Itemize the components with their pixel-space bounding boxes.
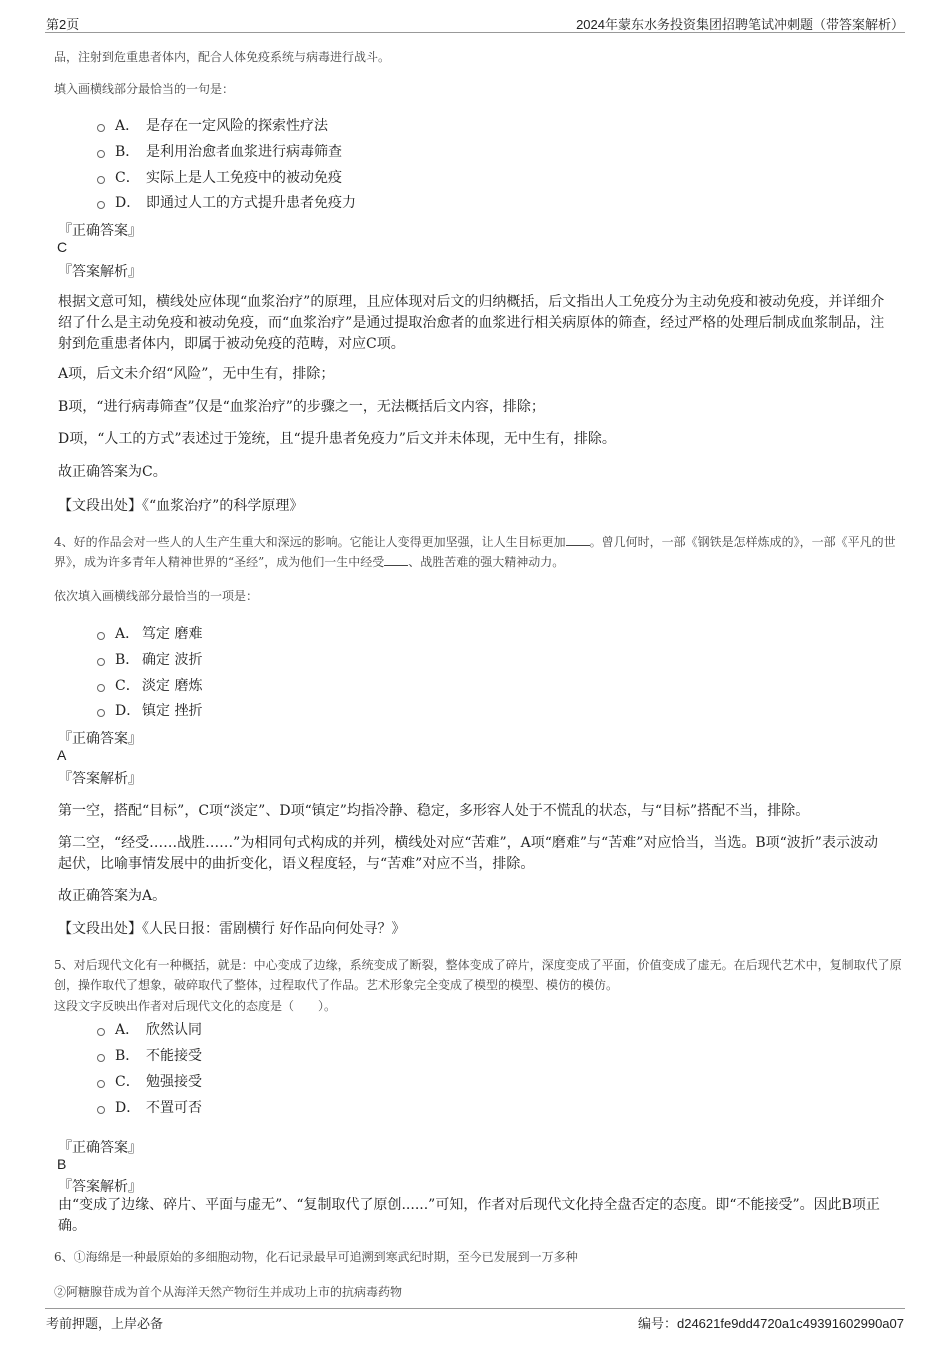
q5-answer: B	[57, 1156, 67, 1172]
q4-analysis-label: 『答案解析』	[58, 771, 142, 787]
option-text: 勉强接受	[146, 1074, 202, 1090]
radio-icon[interactable]	[97, 1054, 105, 1062]
option-text: 不置可否	[146, 1100, 202, 1116]
q4-answer-label: 『正确答案』	[58, 731, 142, 747]
q5-question-text: 5、对后现代文化有一种概括，就是：中心变成了边缘，系统变成了断裂，整体变成了碎片，深度变成了平面，价值变成了虚无。在后现代艺术中，复制取代了原创，操作取代了想象，破碎取代了整体，过程取代了作品。艺术形象完全变成了模型的模型、模仿的模仿。	[54, 958, 902, 992]
radio-icon[interactable]	[97, 1080, 105, 1088]
radio-icon[interactable]	[97, 709, 105, 717]
radio-icon[interactable]	[97, 176, 105, 184]
option-key: A．	[115, 626, 140, 642]
option-text: 确定 波折	[142, 652, 203, 668]
page-number: 第2页	[46, 17, 80, 32]
option-key: D．	[115, 1100, 141, 1116]
header-divider	[45, 32, 905, 33]
q3-analysis-paragraph: 故正确答案为C。	[58, 464, 167, 480]
q4-analysis-paragraph: 故正确答案为A。	[58, 888, 167, 904]
option-text: 镇定 挫折	[142, 703, 203, 719]
option-text: 是存在一定风险的探索性疗法	[146, 118, 328, 134]
q3-analysis-label: 『答案解析』	[58, 264, 142, 280]
blank-line	[384, 553, 408, 566]
q6-line-2: ②阿糖腺苷成为首个从海洋天然产物衍生并成功上市的抗病毒药物	[54, 1285, 403, 1299]
radio-icon[interactable]	[97, 1106, 105, 1114]
radio-icon[interactable]	[97, 658, 105, 666]
q3-analysis-paragraph: B项，“进行病毒筛查”仅是“血浆治疗”的步骤之一，无法概括后文内容，排除；	[58, 399, 545, 415]
option-text: 淡定 磨炼	[142, 678, 203, 694]
option-key: D．	[115, 703, 141, 719]
radio-icon[interactable]	[97, 632, 105, 640]
q4-analysis-paragraph: 第二空，“经受……战胜……”为相同句式构成的并列，横线处对应“苦难”，A项“磨难”与“苦难”对应恰当，当选。B项“波折”表示波动起伏，比喻事情发展中的曲折变化，语义程度轻，与“苦难”对应不当，排除。	[58, 835, 878, 872]
q6-line-1: 6、①海绵是一种最原始的多细胞动物，化石记录最早可追溯到寒武纪时期，至今已发展到一万多种	[54, 1250, 578, 1264]
q3-prompt: 填入画横线部分最恰当的一句是：	[54, 82, 235, 96]
radio-icon[interactable]	[97, 684, 105, 692]
q3-analysis-paragraph: A项，后文未介绍“风险”，无中生有，排除；	[58, 366, 335, 382]
radio-icon[interactable]	[97, 1028, 105, 1036]
q5-answer-label: 『正确答案』	[58, 1140, 142, 1156]
q4-source: 【文段出处】《人民日报：雷剧横行 好作品向何处寻？》	[58, 921, 406, 937]
q5-prompt: 这段文字反映出作者对后现代文化的态度是（ ）。	[54, 999, 337, 1013]
q4-prompt: 依次填入画横线部分最恰当的一项是：	[54, 589, 259, 603]
document-code: 编号：d24621fe9dd4720a1c49391602990a07	[637, 1316, 904, 1331]
option-text: 实际上是人工免疫中的被动免疫	[146, 170, 342, 186]
blank-line	[566, 533, 590, 546]
q3-answer-label: 『正确答案』	[58, 223, 142, 239]
option-key: C．	[115, 1074, 140, 1090]
q5-analysis-paragraph: 由“变成了边缘、碎片、平面与虚无”、“复制取代了原创......”可知，作者对后现代文化持全盘否定的态度。即“不能接受”。因此B项正确。	[58, 1197, 880, 1234]
option-key: C．	[115, 678, 140, 694]
option-text: 笃定 磨难	[142, 626, 203, 642]
q4-analysis-paragraph: 第一空，搭配“目标”，C项“淡定”、D项“镇定”均指冷静、稳定，多形容人处于不慌乱的状态，与“目标”搭配不当，排除。	[58, 803, 810, 819]
option-key: A．	[115, 118, 140, 134]
q4-answer: A	[57, 747, 67, 763]
option-text: 欣然认同	[146, 1022, 202, 1038]
option-key: A．	[115, 1022, 140, 1038]
option-key: C．	[115, 170, 140, 186]
option-key: D．	[115, 195, 141, 211]
radio-icon[interactable]	[97, 150, 105, 158]
option-text: 不能接受	[146, 1048, 202, 1064]
option-key: B．	[115, 1048, 140, 1064]
footer-slogan: 考前押题，上岸必备	[46, 1316, 164, 1331]
q3-source: 【文段出处】《“血浆治疗”的科学原理》	[58, 498, 304, 514]
document-title: 2024年蒙东水务投资集团招聘笔试冲刺题（带答案解析）	[576, 17, 904, 32]
q3-continued-text: 品，注射到危重患者体内，配合人体免疫系统与病毒进行战斗。	[54, 50, 391, 64]
option-key: B．	[115, 144, 140, 160]
radio-icon[interactable]	[97, 124, 105, 132]
footer-divider	[45, 1308, 905, 1309]
option-key: B．	[115, 652, 140, 668]
q5-analysis-label: 『答案解析』	[58, 1179, 142, 1195]
q3-answer: C	[57, 239, 68, 255]
q4-question-text: 4、好的作品会对一些人的人生产生重大和深远的影响。它能让人变得更加坚强，让人生目标更加 。曾几何时，一部《钢铁是怎样炼成的》，一部《平凡的世界》，成为许多青年人精神世界的“圣经”，成为他们一生中经受 、战胜苦难的强大精神动力。	[54, 535, 896, 569]
option-text: 即通过人工的方式提升患者免疫力	[146, 195, 356, 211]
q3-analysis-paragraph: 根据文意可知，横线处应体现“血浆治疗”的原理，且应体现对后文的归纳概括，后文指出人工免疫分为主动免疫和被动免疫，并详细介绍了什么是主动免疫和被动免疫，而“血浆治疗”是通过提取治愈者的血浆进行相关病原体的筛查，经过严格的处理后制成血浆制品，注射到危重患者体内，即属于被动免疫的范畴，对应C项。	[58, 294, 885, 352]
option-text: 是利用治愈者血浆进行病毒筛查	[146, 144, 342, 160]
q3-analysis-paragraph: D项，“人工的方式”表述过于笼统，且“提升患者免疫力”后文并未体现，无中生有，排除。	[58, 431, 616, 447]
radio-icon[interactable]	[97, 201, 105, 209]
